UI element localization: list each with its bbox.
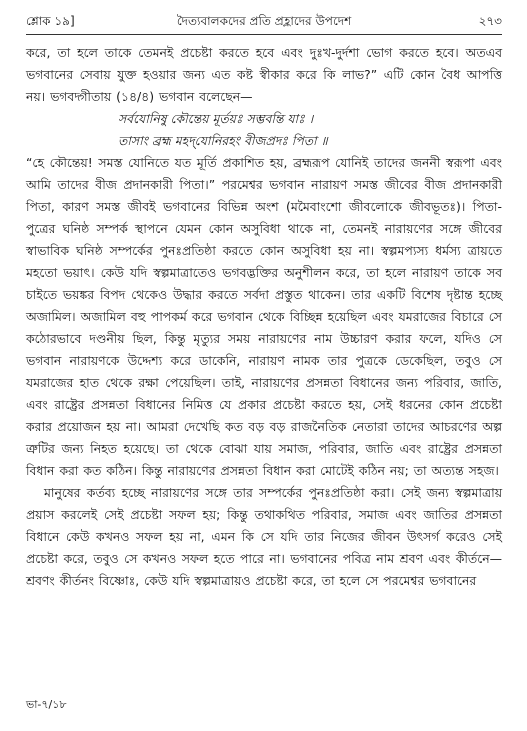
paragraph-intro: করে, তা হলে তাকে তেমনই প্রচেষ্টা করতে হবে এবং দুঃখ-দুর্দশা ভোগ করতে হবে। অতএব ভগবানের সেবায় যুক্ত হওয়ার জন্য এত কষ্ট স্বীকার করে কি লাভ?” এটি কোন বৈধ আপত্তি নয়। ভগবদ্গীতায় (১৪/৪) ভগবান বলেছেন— xyxy=(26,45,502,104)
sanskrit-verse-line-2: তাসাং ব্রহ্ম মহদ্‌যোনিরহং বীজপ্রদঃ পিতা ॥ xyxy=(118,133,328,148)
header-rule xyxy=(26,34,502,35)
page-number: ২৭৩ xyxy=(478,14,502,28)
signature-mark: ভা-৭/১৮ xyxy=(26,698,67,711)
page-body xyxy=(26,42,502,592)
book-page xyxy=(26,0,502,731)
sanskrit-verse-line-1: সর্বযোনিষু কৌন্তেয় মূর্তয়ঃ সম্ভবন্তি যাঃ । xyxy=(118,111,314,126)
running-header xyxy=(26,10,502,32)
verse-reference: শ্লোক ১৯] xyxy=(26,14,75,28)
chapter-title: দৈত্যবালকদের প্রতি প্রহ্লাদের উপদেশ xyxy=(176,14,352,28)
paragraph-final: মানুষের কর্তব্য হচ্ছে নারায়ণের সঙ্গে তার সম্পর্কের পুনঃপ্রতিষ্ঠা করা। সেই জন্য স্বল্পমাত্রায় প্রয়াস করলেই সেই প্রচেষ্টা সফল হয়; কিন্তু তথাকথিত পরিবার, সমাজ এবং জাতির প্রসন্নতা বিধানে কেউ কখনও সফল হয় না, এমন কি সে যদি তার নিজের জীবন উৎসর্গ করেও সেই প্রচেষ্টা করে, তবুও সে কখনও সফল হতে পারে না। ভগবানের পবিত্র নাম শ্রবণ এবং কীর্তনে—শ্রবণং কীর্তনং বিষ্ণোঃ, কেউ যদি স্বল্পমাত্রায়ও প্রচেষ্টা করে, তা হলে সে পরমেশ্বর ভগবানের xyxy=(26,485,502,588)
paragraph-translation-purport: “হে কৌন্তেয়! সমস্ত যোনিতে যত মূর্তি প্রকাশিত হয়, ব্রহ্মরূপ যোনিই তাদের জননী স্বরূপা এবং আমি তাদের বীজ প্রদানকারী পিতা।” পরমেশ্বর ভগবান নারায়ণ সমস্ত জীবের বীজ প্রদানকারী পিতা, কারণ সমস্ত জীবই ভগবানের বিভিন্ন অংশ (মমৈবাংশো জীবলোকে জীবভূতঃ)। পিতা-পুত্রের ঘনিষ্ঠ সম্পর্ক স্থাপনে যেমন কোন অসুবিধা থাকে না, তেমনই নারায়ণের সঙ্গে জীবের স্বাভাবিক ঘনিষ্ঠ সম্পর্কের পুনঃপ্রতিষ্ঠা করতে কোন অসুবিধা হয় না। স্বল্পমপ্যস্য ধর্মস্য ত্রায়তে মহতো ভয়াৎ। কেউ যদি স্বল্পমাত্রাতেও ভগবদ্ভক্তির অনুশীলন করে, তা হলে নারায়ণ তাকে সব চাইতে ভয়ঙ্কর বিপদ থেকেও উদ্ধার করতে সর্বদা প্রস্তুত থাকেন। তার একটি বিশেষ দৃষ্টান্ত হচ্ছে অজামিল। অজামিল বহু পাপকর্ম করে ভগবান থেকে বিচ্ছিন্ন হয়েছিল এবং যমরাজের বিচারে সে কঠোরভাবে দণ্ডনীয় ছিল, কিন্তু মৃত্যুর সময় নারায়ণের নাম উচ্চারণ করার ফলে, যদিও সে ভগবান নারায়ণকে উদ্দেশ্য করে ডাকেনি, নারায়ণ নামক তার পুত্রকে ডেকেছিল, তবুও সে যমরাজের হাত থেকে রক্ষা পেয়েছিল। তাই, নারায়ণের প্রসন্নতা বিধানের জন্য পরিবার, জাতি, এবং রাষ্ট্রের প্রসন্নতা বিধানের নিমিত্ত যে প্রকার প্রচেষ্টা করতে হয়, সেই ধরনের কোন প্রচেষ্টা করার প্রয়োজন হয় না। আমরা দেখেছি কত বড় বড় রাজনৈতিক নেতারা তাদের আচরণের অল্প ত্রুটির জন্য নিহত হয়েছে। তা থেকে বোঝা যায় সমাজ, পরিবার, জাতি এবং রাষ্ট্রের প্রসন্নতা বিধান করা কত কঠিন। কিন্তু নারায়ণের প্রসন্নতা বিধান করা মোটেই কঠিন নয়; তা অত্যন্ত সহজ। xyxy=(26,155,502,478)
